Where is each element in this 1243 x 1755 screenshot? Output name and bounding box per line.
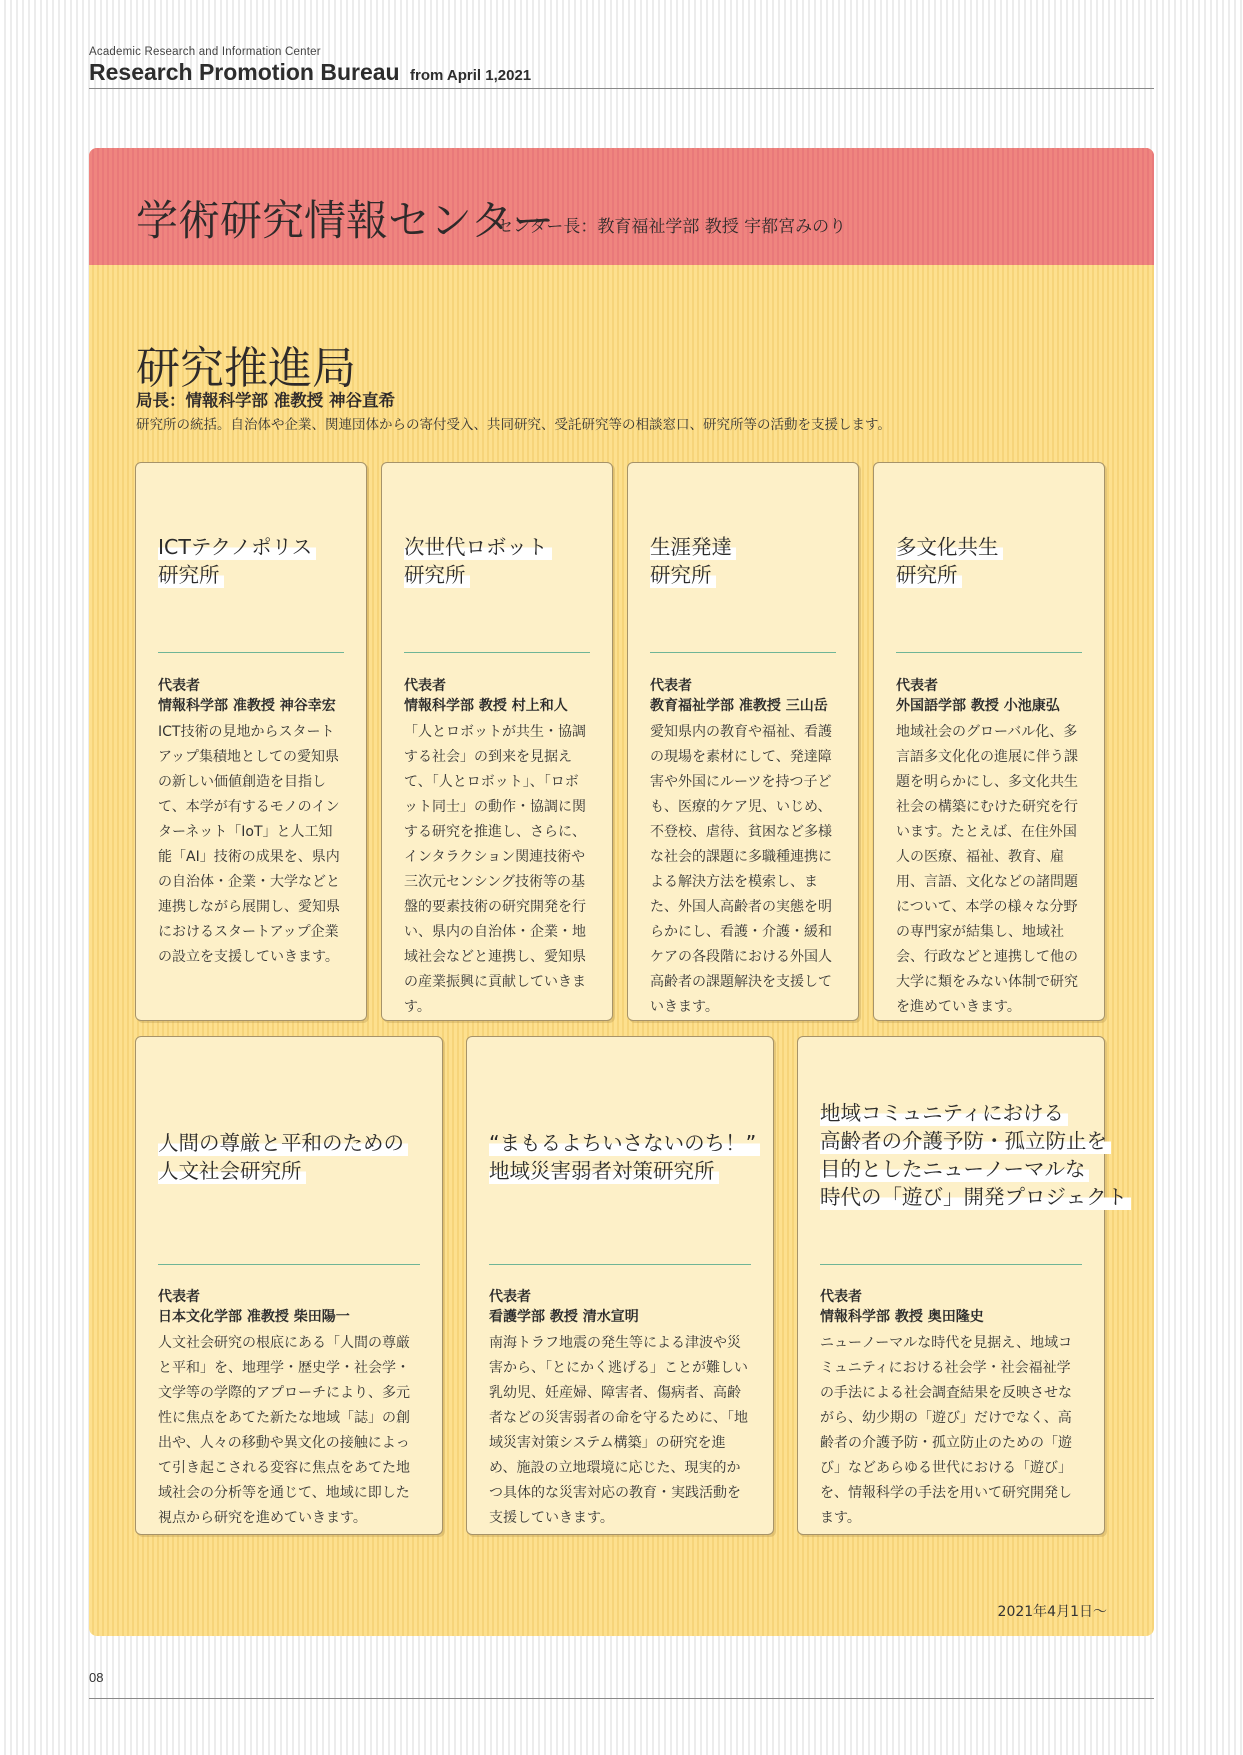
title-divider (896, 652, 1082, 653)
institute-title: 次世代ロボット 研究所 (404, 533, 552, 589)
center-head: センター長：教育福祉学部 教授 宇都宮みのり (496, 217, 847, 237)
institute-card-humanities (135, 1036, 443, 1535)
effective-date: 2021年4月1日～ (997, 1604, 1107, 1620)
institute-card-lifelong (627, 462, 859, 1021)
institute-card-multicultural (873, 462, 1105, 1021)
institute-card-disaster (466, 1036, 774, 1535)
institute-description: 南海トラフ地震の発生等による津波や災害から、「とにかく逃げる」ことが難しい乳幼児、妊産婦、障害者、傷病者、高齢者などの災害弱者の命を守るために、「地域災害対策システム構築」の研究を進め、施設の立地環境に応じた、現実的かつ具体的な災害対応の教育・実践活動を支援していきます。 (489, 1335, 748, 1526)
content-panel (89, 148, 1154, 1636)
representative-name: 情報科学部 准教授 神谷幸宏 (158, 698, 336, 714)
header-from-date: from April 1,2021 (409, 67, 532, 84)
representative-label: 代表者 (404, 678, 446, 694)
representative-name: 看護学部 教授 清水宣明 (489, 1309, 639, 1325)
title-divider (404, 652, 590, 653)
title-divider (489, 1264, 751, 1265)
institute-description: ICT技術の見地からスタートアップ集積地としての愛知県の新しい価値創造を目指して、本学が有するモノのインターネット「IoT」と人工知能「AI」技術の成果を、県内の自治体・企業・大学などと連携しながら展開し、愛知県におけるスタートアップ企業の設立を支援していきます。 (158, 724, 340, 965)
institute-title: 生涯発達 研究所 (650, 533, 736, 589)
header-rule (89, 88, 1154, 89)
representative-name: 日本文化学部 准教授 柴田陽一 (158, 1309, 350, 1325)
institute-card-ict (135, 462, 367, 1021)
representative-label: 代表者 (158, 678, 200, 694)
bureau-title: 研究推進局 (136, 343, 356, 394)
institute-title: ICTテクノポリス 研究所 (158, 533, 316, 589)
institute-card-community-play (797, 1036, 1128, 1535)
institute-description: 人文社会研究の根底にある「人間の尊厳と平和」を、地理学・歴史学・社会学・文学等の学際的アプローチにより、多元性に焦点をあてた新たな地域「誌」の創出や、人々の移動や異文化の接触によって引き起こされる変容に焦点をあてた地域社会の分析等を通じて、地域に即した視点から研究を進めていきます。 (158, 1335, 410, 1526)
header-subtitle: Academic Research and Information Center (89, 46, 321, 58)
institute-card-robot (381, 462, 613, 1021)
title-divider (650, 652, 836, 653)
representative-label: 代表者 (489, 1289, 531, 1305)
header-title: Research Promotion Bureau (89, 59, 400, 85)
institute-title: “まもるよちいさないのち！” 地域災害弱者対策研究所 (489, 1129, 760, 1185)
representative-name: 教育福祉学部 准教授 三山岳 (650, 698, 828, 714)
footer-rule (89, 1698, 1154, 1699)
center-title: 学術研究情報センター (136, 196, 555, 245)
header-title-line (89, 59, 1154, 89)
representative-name: 外国語学部 教授 小池康弘 (896, 698, 1060, 714)
institute-description: ニューノーマルな時代を見据え、地域コミュニティにおける社会学・社会福祉学の手法による社会調査結果を反映させながら、幼少期の「遊び」だけでなく、高齢者の介護予防・孤立防止のための「遊び」などあらゆる世代における「遊び」を、情報科学の手法を用いて研究開発します。 (820, 1335, 1073, 1526)
bureau-head: 局長：情報科学部 准教授 神谷直希 (136, 391, 395, 410)
center-banner (89, 148, 1154, 265)
representative-label: 代表者 (158, 1289, 200, 1305)
institute-title: 人間の尊厳と平和のための 人文社会研究所 (158, 1129, 408, 1185)
title-divider (158, 1264, 420, 1265)
bureau-description: 研究所の統括。自治体や企業、関連団体からの寄付受入、共同研究、受託研究等の相談窓口、研究所等の活動を支援します。 (136, 417, 891, 433)
institute-description: 愛知県内の教育や福祉、看護の現場を素材にして、発達障害や外国にルーツを持つ子ども、医療的ケア児、いじめ、不登校、虐待、貧困など多様な社会的課題に多職種連携による解決方法を模索し、また、外国人高齢者の実態を明らかにし、看護・介護・緩和ケアの各段階における外国人高齢者の課題解決を支援していきます。 (650, 724, 832, 1015)
representative-label: 代表者 (650, 678, 692, 694)
representative-name: 情報科学部 教授 村上和人 (404, 698, 568, 714)
page-header (89, 46, 1154, 89)
representative-label: 代表者 (896, 678, 938, 694)
page-number: 08 (89, 1670, 104, 1685)
institute-title: 多文化共生 研究所 (896, 533, 1003, 589)
institute-title: 地域コミュニティにおける 高齢者の介護予防・孤立防止を 目的としたニューノーマルな 時代の「遊び」開発プロジェクト (820, 1099, 1131, 1211)
representative-label: 代表者 (820, 1289, 862, 1305)
title-divider (820, 1264, 1082, 1265)
representative-name: 情報科学部 教授 奥田隆史 (820, 1309, 984, 1325)
institute-description: 地域社会のグローバル化、多言語多文化化の進展に伴う課題を明らかにし、多文化共生社会の構築にむけた研究を行います。たとえば、在住外国人の医療、福祉、教育、雇用、言語、文化などの諸問題について、本学の様々な分野の専門家が結集し、地域社会、行政などと連携して他の大学に類をみない体制で研究を進めていきます。 (896, 724, 1078, 1015)
title-divider (158, 652, 344, 653)
institute-description: 「人とロボットが共生・協調する社会」の到来を見据えて、「人とロボット」、「ロボット同士」の動作・協調に関する研究を推進し、さらに、インタラクション関連技術や三次元センシング技術等の基盤的要素技術の研究開発を行い、県内の自治体・企業・地域社会などと連携し、愛知県の産業振興に貢献していきます。 (404, 724, 586, 1015)
